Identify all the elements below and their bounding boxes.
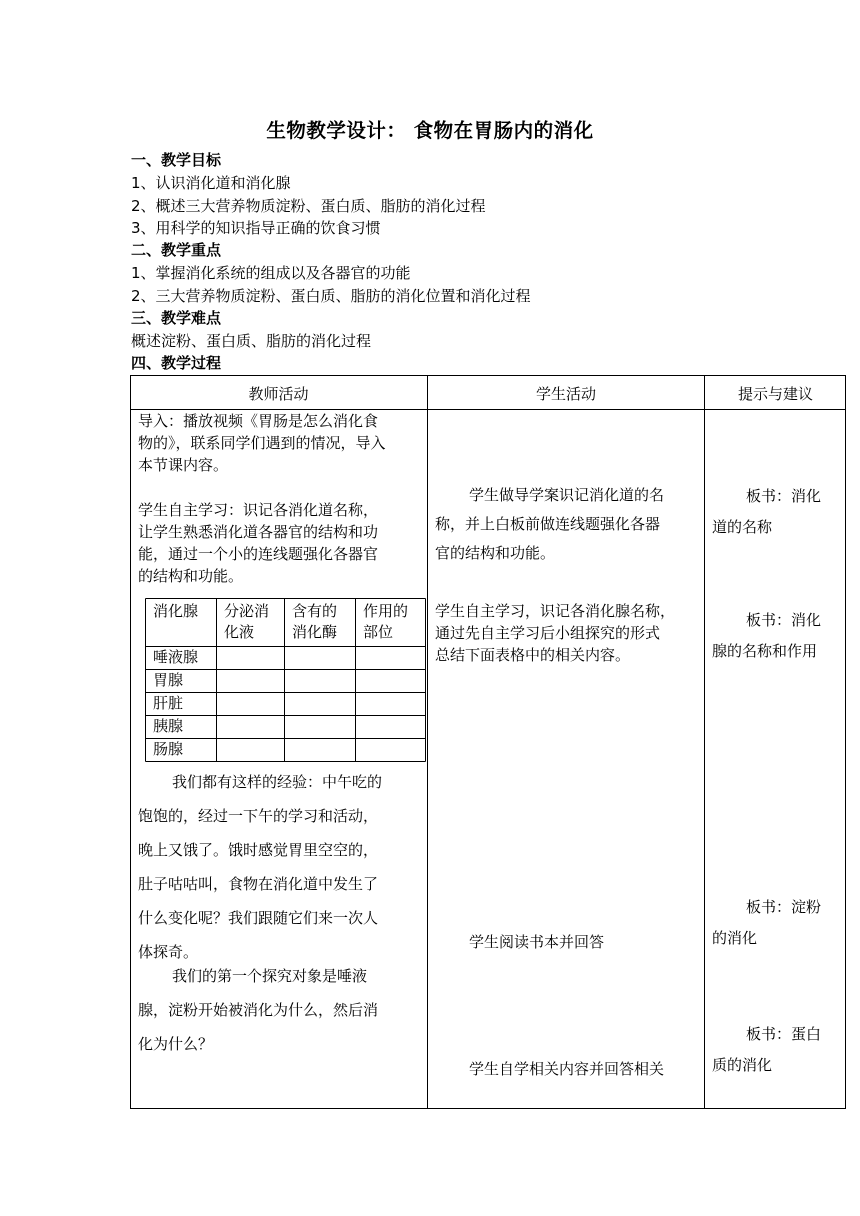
gland-row-label: 胃腺	[153, 671, 184, 689]
key-heading: 二、教学重点	[131, 241, 222, 259]
text-line: 作用的	[363, 602, 409, 620]
tip-1	[712, 481, 842, 543]
key-point-item: 2、三大营养物质淀粉、蛋白质、脂肪的消化位置和消化过程	[131, 287, 531, 305]
gland-header	[363, 601, 408, 643]
gland-row-label: 胰腺	[153, 717, 184, 735]
text-line: 什么变化呢？我们跟随它们来一次人	[138, 909, 379, 927]
text-line: 晚上又饿了。饿时感觉胃里空空的，	[138, 841, 379, 859]
tip-4	[712, 1019, 842, 1081]
gland-row-label: 肠腺	[153, 740, 184, 758]
text-line: 道的名称	[712, 518, 773, 536]
text-line: 我们的第一个探究对象是唾液	[172, 967, 368, 985]
teacher-intro	[138, 410, 424, 476]
column-divider	[427, 375, 428, 1109]
text-line: 通过先自主学习后小组探究的形式	[435, 624, 661, 642]
text-line: 质的消化	[712, 1056, 773, 1074]
text-line: 让学生熟悉消化道各器官的结构和功	[138, 523, 379, 541]
key-point-item: 1、掌握消化系统的组成以及各器官的功能	[131, 264, 411, 282]
goal-item: 3、用科学的知识指导正确的饮食习惯	[131, 219, 381, 237]
text-line: 板书：蛋白	[746, 1025, 822, 1043]
text-line: 化液	[224, 623, 255, 641]
text-line: 称，并上白板前做连线题强化各器	[435, 515, 661, 533]
student-activity-4: 学生自学相关内容并回答相关	[469, 1060, 665, 1078]
text-line: 学生自主学习，识记各消化腺名称，	[435, 602, 676, 620]
table-border-left	[130, 375, 131, 1109]
goal-item: 2、概述三大营养物质淀粉、蛋白质、脂肪的消化过程	[131, 197, 486, 215]
gland-header: 消化腺	[153, 602, 199, 620]
gland-header	[224, 601, 269, 643]
document-title: 生物教学设计： 食物在胃肠内的消化	[266, 119, 594, 142]
text-line: 物的》，联系同学们遇到的情况，导入	[138, 434, 386, 452]
gland-header	[292, 601, 337, 643]
goals-heading: 一、教学目标	[131, 151, 222, 169]
text-line: 官的结构和功能。	[435, 544, 556, 562]
text-line: 饱饱的，经过一下午的学习和活动，	[138, 807, 379, 825]
text-line: 腺，淀粉开始被消化为什么，然后消	[138, 1001, 379, 1019]
text-line: 化为什么？	[138, 1035, 214, 1053]
teacher-explore	[138, 959, 424, 1061]
tip-3	[712, 892, 842, 954]
text-line: 板书：消化	[746, 487, 822, 505]
table-border-top	[130, 375, 846, 376]
header-teacher: 教师活动	[248, 385, 309, 403]
teacher-self-study	[138, 499, 424, 587]
text-line: 含有的	[292, 602, 338, 620]
header-student: 学生活动	[535, 385, 596, 403]
text-line: 体探奇。	[138, 943, 199, 961]
text-line: 我们都有这样的经验：中午吃的	[172, 773, 383, 791]
text-line: 肚子咕咕叫，食物在消化道中发生了	[138, 875, 379, 893]
text-line: 导入：播放视频《胃肠是怎么消化食	[138, 412, 379, 430]
gland-row-label: 唾液腺	[153, 648, 199, 666]
text-line: 板书：淀粉	[746, 898, 822, 916]
teacher-experience	[138, 765, 424, 969]
process-heading: 四、教学过程	[131, 354, 222, 372]
text-line: 板书：消化	[746, 611, 822, 629]
text-line: 学生做导学案识记消化道的名	[469, 486, 665, 504]
difficult-point-item: 概述淀粉、蛋白质、脂肪的消化过程	[131, 332, 372, 350]
text-line: 总结下面表格中的相关内容。	[435, 646, 631, 664]
student-activity-2	[435, 600, 701, 666]
text-line: 分泌消	[224, 602, 270, 620]
text-line: 腺的名称和作用	[712, 642, 818, 660]
table-border-right	[845, 375, 846, 1109]
goal-item: 1、认识消化道和消化腺	[131, 174, 291, 192]
student-activity-3: 学生阅读书本并回答	[469, 933, 605, 951]
column-divider	[704, 375, 705, 1109]
text-line: 能，通过一个小的连线题强化各器官	[138, 545, 379, 563]
gland-row-label: 肝脏	[153, 694, 184, 712]
text-line: 消化酶	[292, 623, 338, 641]
tip-2	[712, 605, 842, 667]
difficult-heading: 三、教学难点	[131, 309, 222, 327]
header-tips: 提示与建议	[737, 385, 813, 403]
text-line: 的消化	[712, 929, 758, 947]
text-line: 本节课内容。	[138, 456, 229, 474]
text-line: 部位	[363, 623, 394, 641]
table-border-bottom	[130, 1108, 846, 1109]
text-line: 学生自主学习：识记各消化道名称，	[138, 501, 379, 519]
student-activity-1	[435, 481, 701, 568]
gland-table	[145, 598, 426, 762]
text-line: 的结构和功能。	[138, 567, 244, 585]
